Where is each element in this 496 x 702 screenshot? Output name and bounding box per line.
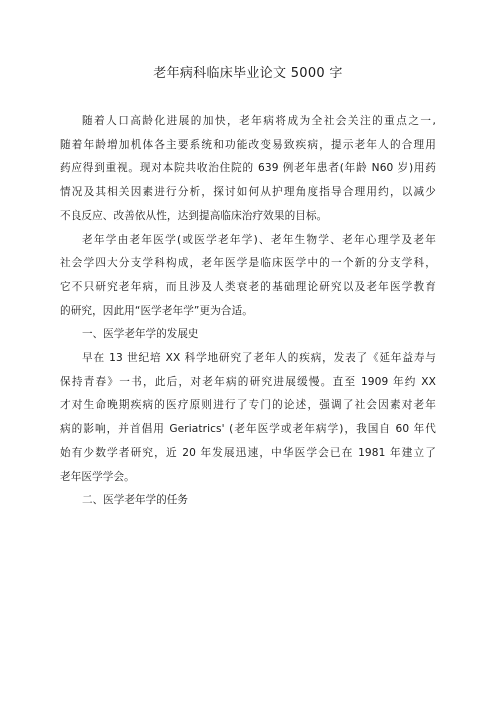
text-line: 随着人口高龄化进展的加快，老年病将成为全社会关注的重点之一, <box>82 115 436 127</box>
text-line: 才对生命晚期疾病的医疗原则进行了专门的论述，强调了社会因素对老年 <box>60 399 436 412</box>
document-body <box>60 110 436 513</box>
text-line: 早在 13 世纪培 XX 科学地研究了老年人的疾病，发表了《延年益寿与 <box>82 352 436 365</box>
text-line: 老年医学学会。 <box>60 470 135 483</box>
document-title: 老年病科临床毕业论文 5000 字 <box>153 66 343 81</box>
text-line: 保持青春》一书，此后，对老年病的研究进展缓慢。直至 1909 年约 XX <box>60 375 436 388</box>
text-line: 始有少数学者研究，近 20 年发展迅速，中华医学会已在 1981 年建立了 <box>60 446 436 459</box>
paragraph-gerontology <box>60 229 436 324</box>
section-heading-tasks: 二、医学老年学的任务 <box>82 494 188 507</box>
section-heading-history: 一、医学老年学的发展史 <box>82 328 199 341</box>
text-line: 随着年龄增加机体各主要系统和功能改变易致疾病，提示老年人的合理用 <box>60 138 436 151</box>
text-line: 药应得到重视。现对本院共收治住院的 639 例老年患者(年龄 N60 岁)用药 <box>60 162 436 175</box>
text-line: 情况及其相关因素进行分析，探讨如何从护理角度指导合理用约，以减少 <box>60 186 436 199</box>
text-line: 不良反应、改善依从性，达到提高临床治疗效果的目标。 <box>60 209 328 222</box>
text-line: 它不只研究老年病，而且涉及人类衰老的基础理论研究以及老年医学教育 <box>60 280 436 293</box>
text-line: 老年学由老年医学(或医学老年学)、老年生物学、老年心理学及老年 <box>82 233 436 246</box>
text-line: 的研究，因此用“医学老年学”更为合适。 <box>60 304 253 317</box>
paragraph-intro <box>60 110 436 229</box>
text-line: 病的影响，并首倡用 Geriatrics' (老年医学或老年病学)，我国自 60 年代 <box>60 423 436 436</box>
paragraph-history <box>60 347 436 489</box>
text-line: 社会学四大分支学科构成，老年医学是临床医学中的一个新的分支学科， <box>60 257 436 270</box>
